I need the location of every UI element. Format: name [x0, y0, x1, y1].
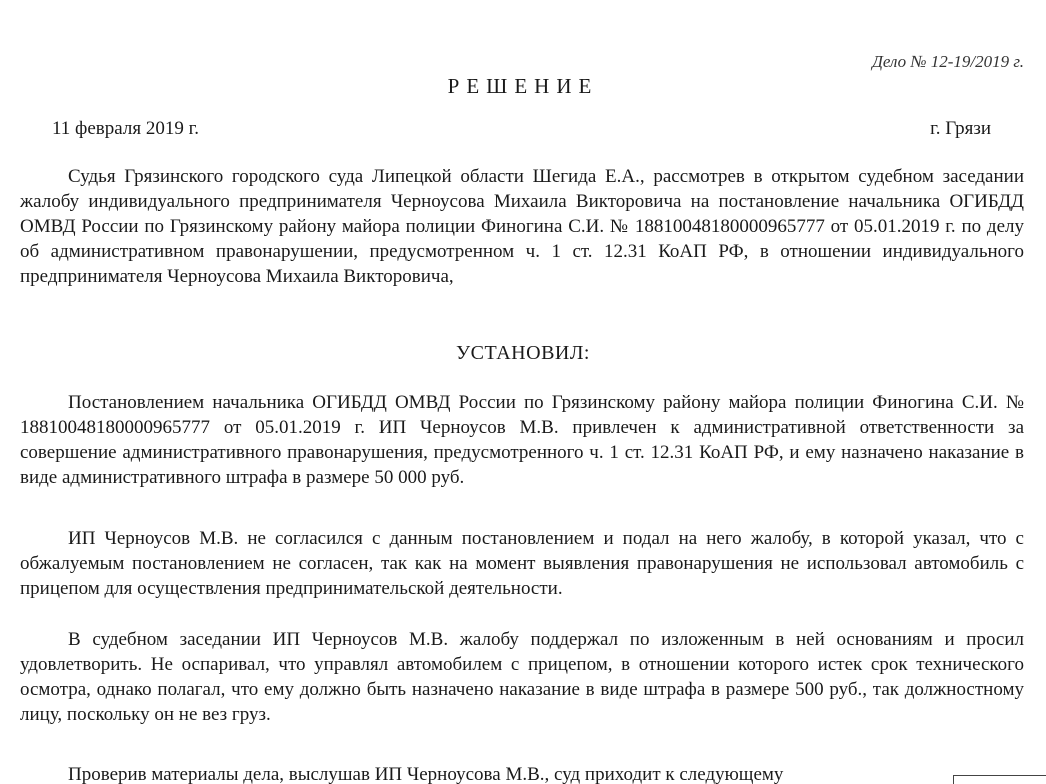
intro-paragraph: Судья Грязинского городского суда Липецкой области Шегида Е.А., рассмотрев в открытом судебном заседании жалобу индивидуального предпринимателя Черноусова Михаила Викторовича на постановление начальника ОГИБДД ОМВД России по Грязинскому району майора полиции Финогина С.И. № 18810048180000965777 от 05.01.2019 г. по делу об административном правонарушении, предусмотренном ч. 1 ст. 12.31 КоАП РФ, в отношении индивидуального предпринимателя Черноусова Михаила Викторовича, [20, 166, 1024, 287]
document-city: г. Грязи [930, 118, 991, 139]
section-heading: УСТАНОВИЛ: [456, 342, 590, 364]
body-paragraph: В судебном заседании ИП Черноусов М.В. жалобу поддержал по изложенным в ней основаниям и просил удовлетворить. Не оспаривал, что управлял автомобилем с прицепом, в отношении которого истек срок технического осмотра, однако полагал, что ему должно быть назначено наказание в виде штрафа в размере 500 руб., так должностному лицу, поскольку он не вез груз. [20, 629, 1024, 725]
body-paragraph: Проверив материалы дела, выслушав ИП Черноусова М.В., суд приходит к следующему [68, 764, 784, 784]
document-title: РЕШЕНИЕ [447, 74, 599, 98]
document-date: 11 февраля 2019 г. [52, 118, 199, 139]
body-paragraph: ИП Черноусов М.В. не согласился с данным постановлением и подал на него жалобу, в которой указал, что с обжалуемым постановлением не согласен, так как на момент выявления правонарушения не использовал автомобиль с прицепом для осуществления предпринимательской деятельности. [20, 528, 1024, 599]
case-number: Дело № 12-19/2019 г. [872, 52, 1024, 71]
body-paragraph: Постановлением начальника ОГИБДД ОМВД России по Грязинскому району майора полиции Финогина С.И. № 18810048180000965777 от 05.01.2019 г. ИП Черноусов М.В. привлечен к административной ответственности за совершение административного правонарушения, предусмотренного ч. 1 ст. 12.31 КоАП РФ, и ему назначено наказание в виде административного штрафа в размере 50 000 руб. [20, 392, 1024, 488]
page-corner-mark [953, 775, 1046, 784]
